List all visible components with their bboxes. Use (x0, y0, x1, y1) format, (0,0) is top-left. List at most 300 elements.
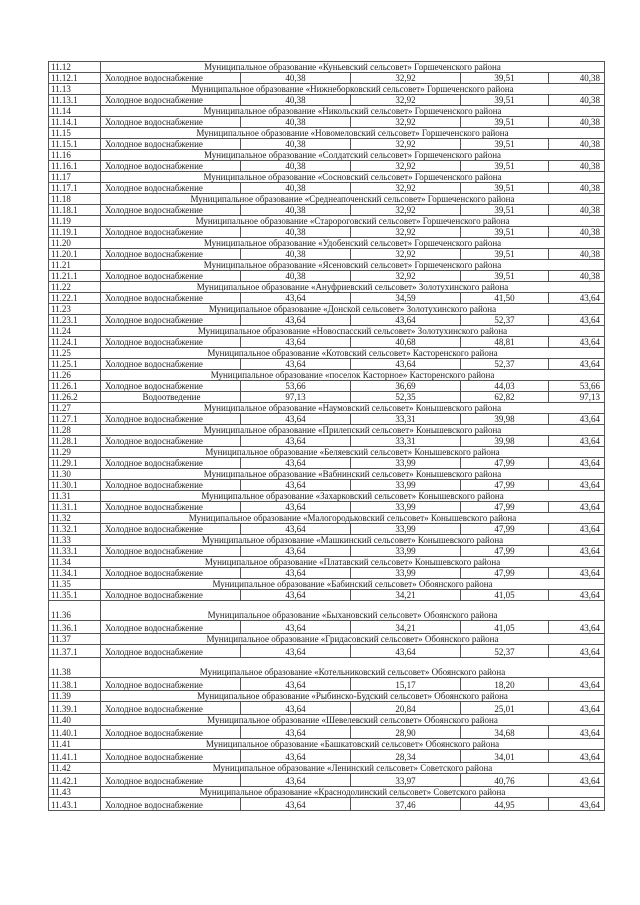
tariff-value-2: 33,31 (351, 414, 461, 425)
row-code: 11.40.1 (49, 726, 101, 739)
section-code: 11.33 (49, 535, 101, 546)
service-name: Холодное водоснабжение (101, 645, 241, 658)
section-title: Муниципальное образование «Наумовский сельсовет» Конышевского района (101, 403, 605, 414)
tariff-value-3: 39,51 (461, 271, 549, 282)
section-code: 11.37 (49, 634, 101, 645)
tariff-value-1: 43,64 (241, 414, 351, 425)
service-name: Холодное водоснабжение (101, 726, 241, 739)
tariff-value-1: 40,38 (241, 227, 351, 238)
section-header-row (49, 715, 605, 726)
tariff-value-4: 43,64 (549, 702, 605, 715)
tariff-value-4: 43,64 (549, 750, 605, 763)
tariff-value-2: 32,92 (351, 271, 461, 282)
row-code: 11.41.1 (49, 750, 101, 763)
tariff-value-3: 52,37 (461, 359, 549, 370)
service-name: Холодное водоснабжение (101, 546, 241, 557)
section-code: 11.43 (49, 787, 101, 798)
tariff-value-2: 32,92 (351, 183, 461, 194)
tariff-row (49, 392, 605, 403)
section-header-row (49, 282, 605, 293)
tariff-value-3: 41,05 (461, 590, 549, 601)
service-name: Холодное водоснабжение (101, 337, 241, 348)
tariff-value-4: 43,64 (549, 458, 605, 469)
tariff-row (49, 750, 605, 763)
tariff-value-2: 33,99 (351, 480, 461, 491)
tariff-value-1: 43,64 (241, 702, 351, 715)
tariff-value-4: 43,64 (549, 678, 605, 691)
tariff-value-2: 33,99 (351, 524, 461, 535)
tariff-value-3: 25,01 (461, 702, 549, 715)
row-code: 11.42.1 (49, 774, 101, 787)
tariff-row (49, 161, 605, 172)
tariff-value-1: 40,38 (241, 271, 351, 282)
section-title: Муниципальное образование «Донской сельсовет» Золотухинского района (101, 304, 605, 315)
service-name: Холодное водоснабжение (101, 524, 241, 535)
section-title: Муниципальное образование «Никольский сельсовет» Горшеченского района (101, 106, 605, 117)
section-code: 11.18 (49, 194, 101, 205)
tariff-value-1: 43,64 (241, 502, 351, 513)
row-code: 11.30.1 (49, 480, 101, 491)
tariff-value-1: 40,38 (241, 183, 351, 194)
tariff-row (49, 381, 605, 392)
section-title: Муниципальное образование «Рыбинско-Будский сельсовет» Обоянского района (101, 691, 605, 702)
row-code: 11.37.1 (49, 645, 101, 658)
section-code: 11.23 (49, 304, 101, 315)
service-name: Холодное водоснабжение (101, 359, 241, 370)
section-title: Муниципальное образование «Бабинский сельсовет» Обоянского района (101, 579, 605, 590)
section-code: 11.25 (49, 348, 101, 359)
tariff-value-4: 43,64 (549, 315, 605, 326)
service-name: Холодное водоснабжение (101, 271, 241, 282)
tariff-value-1: 43,64 (241, 524, 351, 535)
service-name: Холодное водоснабжение (101, 774, 241, 787)
tariff-value-4: 43,64 (549, 590, 605, 601)
service-name: Холодное водоснабжение (101, 621, 241, 634)
tariff-row (49, 774, 605, 787)
tariff-value-2: 34,21 (351, 590, 461, 601)
tariff-value-3: 44,03 (461, 381, 549, 392)
tariff-value-2: 20,84 (351, 702, 461, 715)
section-title: Муниципальное образование «Удобенский сельсовет» Горшеченского района (101, 238, 605, 249)
tariff-value-4: 43,64 (549, 621, 605, 634)
section-title: Муниципальное образование «Беляевский сельсовет» Конышевского района (101, 447, 605, 458)
row-code: 11.29.1 (49, 458, 101, 469)
tariff-value-2: 33,97 (351, 774, 461, 787)
tariff-value-3: 39,51 (461, 205, 549, 216)
tariff-value-4: 43,64 (549, 436, 605, 447)
service-name: Холодное водоснабжение (101, 750, 241, 763)
tariff-value-1: 43,64 (241, 621, 351, 634)
tariff-value-2: 34,59 (351, 293, 461, 304)
tariff-value-3: 47,99 (461, 480, 549, 491)
section-header-row (49, 491, 605, 502)
section-code: 11.20 (49, 238, 101, 249)
tariff-value-1: 43,64 (241, 359, 351, 370)
section-title: Муниципальное образование «Среднеапоченский сельсовет» Горшеченского района (101, 194, 605, 205)
tariff-value-1: 43,64 (241, 315, 351, 326)
tariff-value-3: 39,98 (461, 436, 549, 447)
tariff-value-3: 41,50 (461, 293, 549, 304)
tariff-value-1: 40,38 (241, 139, 351, 150)
tariff-table (48, 61, 605, 811)
section-code: 11.24 (49, 326, 101, 337)
service-name: Холодное водоснабжение (101, 702, 241, 715)
tariff-value-2: 52,35 (351, 392, 461, 403)
service-name: Холодное водоснабжение (101, 480, 241, 491)
section-header-row (49, 348, 605, 359)
tariff-row (49, 546, 605, 557)
section-header-row (49, 84, 605, 95)
tariff-row (49, 798, 605, 811)
row-code: 11.21.1 (49, 271, 101, 282)
service-name: Холодное водоснабжение (101, 205, 241, 216)
tariff-value-1: 43,64 (241, 293, 351, 304)
tariff-value-4: 43,64 (549, 798, 605, 811)
section-title: Муниципальное образование «Платавский сельсовет» Конышевского района (101, 557, 605, 568)
service-name: Холодное водоснабжение (101, 502, 241, 513)
tariff-table-page (48, 61, 604, 811)
section-header-row (49, 150, 605, 161)
section-title: Муниципальное образование «Ануфриевский сельсовет» Золотухинского района (101, 282, 605, 293)
tariff-value-4: 40,38 (549, 73, 605, 84)
tariff-row (49, 568, 605, 579)
tariff-value-3: 48,81 (461, 337, 549, 348)
section-header-row (49, 172, 605, 183)
tariff-value-3: 47,99 (461, 568, 549, 579)
section-code: 11.40 (49, 715, 101, 726)
tariff-row (49, 590, 605, 601)
tariff-value-1: 43,64 (241, 458, 351, 469)
row-code: 11.24.1 (49, 337, 101, 348)
tariff-value-4: 43,64 (549, 502, 605, 513)
section-header-row (49, 238, 605, 249)
section-header-row (49, 787, 605, 798)
tariff-value-2: 15,17 (351, 678, 461, 691)
tariff-value-3: 62,82 (461, 392, 549, 403)
service-name: Холодное водоснабжение (101, 798, 241, 811)
tariff-value-2: 28,90 (351, 726, 461, 739)
tariff-value-1: 97,13 (241, 392, 351, 403)
section-code: 11.27 (49, 403, 101, 414)
tariff-value-3: 47,99 (461, 502, 549, 513)
section-code: 11.36 (49, 601, 101, 621)
section-header-row (49, 304, 605, 315)
section-header-row (49, 658, 605, 678)
tariff-row (49, 458, 605, 469)
tariff-value-3: 34,01 (461, 750, 549, 763)
service-name: Холодное водоснабжение (101, 249, 241, 260)
section-header-row (49, 326, 605, 337)
section-code: 11.39 (49, 691, 101, 702)
section-header-row (49, 739, 605, 750)
service-name: Холодное водоснабжение (101, 161, 241, 172)
service-name: Холодное водоснабжение (101, 436, 241, 447)
tariff-row (49, 249, 605, 260)
row-code: 11.23.1 (49, 315, 101, 326)
section-title: Муниципальное образование «поселок Касторное» Касторенского района (101, 370, 605, 381)
tariff-value-1: 40,38 (241, 205, 351, 216)
row-code: 11.33.1 (49, 546, 101, 557)
tariff-value-1: 43,64 (241, 798, 351, 811)
tariff-value-4: 40,38 (549, 183, 605, 194)
tariff-row (49, 117, 605, 128)
row-code: 11.31.1 (49, 502, 101, 513)
row-code: 11.43.1 (49, 798, 101, 811)
section-code: 11.29 (49, 447, 101, 458)
tariff-value-1: 43,64 (241, 750, 351, 763)
tariff-value-1: 40,38 (241, 117, 351, 128)
tariff-row (49, 702, 605, 715)
row-code: 11.32.1 (49, 524, 101, 535)
service-name: Холодное водоснабжение (101, 568, 241, 579)
tariff-value-3: 34,68 (461, 726, 549, 739)
row-code: 11.13.1 (49, 95, 101, 106)
tariff-value-2: 33,99 (351, 502, 461, 513)
section-title: Муниципальное образование «Захарковский сельсовет» Конышевского района (101, 491, 605, 502)
row-code: 11.26.1 (49, 381, 101, 392)
tariff-value-1: 43,64 (241, 337, 351, 348)
row-code: 11.27.1 (49, 414, 101, 425)
section-header-row (49, 579, 605, 590)
section-code: 11.13 (49, 84, 101, 95)
tariff-value-4: 43,64 (549, 645, 605, 658)
tariff-row (49, 293, 605, 304)
section-title: Муниципальное образование «Шевелевский сельсовет» Обоянского района (101, 715, 605, 726)
tariff-row (49, 139, 605, 150)
tariff-value-2: 32,92 (351, 249, 461, 260)
tariff-value-3: 39,51 (461, 227, 549, 238)
row-code: 11.12.1 (49, 73, 101, 84)
section-header-row (49, 601, 605, 621)
tariff-row (49, 315, 605, 326)
row-code: 11.25.1 (49, 359, 101, 370)
section-header-row (49, 403, 605, 414)
section-code: 11.42 (49, 763, 101, 774)
tariff-value-3: 52,37 (461, 315, 549, 326)
tariff-row (49, 359, 605, 370)
tariff-value-4: 43,64 (549, 546, 605, 557)
section-header-row (49, 62, 605, 73)
section-header-row (49, 425, 605, 436)
section-header-row (49, 557, 605, 568)
tariff-value-3: 39,51 (461, 95, 549, 106)
tariff-value-4: 43,64 (549, 568, 605, 579)
service-name: Холодное водоснабжение (101, 139, 241, 150)
section-title: Муниципальное образование «Солдатский сельсовет» Горшеченского района (101, 150, 605, 161)
tariff-value-1: 43,64 (241, 546, 351, 557)
tariff-value-1: 40,38 (241, 161, 351, 172)
tariff-value-2: 33,99 (351, 568, 461, 579)
section-title: Муниципальное образование «Гридасовский сельсовет» Обоянского района (101, 634, 605, 645)
row-code: 11.15.1 (49, 139, 101, 150)
tariff-row (49, 645, 605, 658)
tariff-value-4: 43,64 (549, 293, 605, 304)
service-name: Холодное водоснабжение (101, 315, 241, 326)
section-title: Муниципальное образование «Машкинский сельсовет» Конышевского района (101, 535, 605, 546)
section-code: 11.17 (49, 172, 101, 183)
section-title: Муниципальное образование «Ленинский сельсовет» Советского района (101, 763, 605, 774)
tariff-value-2: 32,92 (351, 95, 461, 106)
service-name: Холодное водоснабжение (101, 293, 241, 304)
tariff-value-3: 39,51 (461, 139, 549, 150)
service-name: Холодное водоснабжение (101, 73, 241, 84)
service-name: Водоотведение (101, 392, 241, 403)
section-header-row (49, 447, 605, 458)
service-name: Холодное водоснабжение (101, 183, 241, 194)
tariff-row (49, 414, 605, 425)
section-code: 11.14 (49, 106, 101, 117)
tariff-row (49, 337, 605, 348)
row-code: 11.38.1 (49, 678, 101, 691)
section-title: Муниципальное образование «Малогородьковский сельсовет» Конышевского района (101, 513, 605, 524)
row-code: 11.22.1 (49, 293, 101, 304)
tariff-value-3: 39,51 (461, 183, 549, 194)
tariff-row (49, 436, 605, 447)
service-name: Холодное водоснабжение (101, 590, 241, 601)
tariff-row (49, 183, 605, 194)
tariff-value-4: 43,64 (549, 726, 605, 739)
section-code: 11.21 (49, 260, 101, 271)
section-code: 11.30 (49, 469, 101, 480)
section-code: 11.22 (49, 282, 101, 293)
section-title: Муниципальное образование «Куньевский сельсовет» Горшеченского района (101, 62, 605, 73)
section-header-row (49, 216, 605, 227)
tariff-value-1: 43,64 (241, 774, 351, 787)
section-code: 11.28 (49, 425, 101, 436)
tariff-row (49, 678, 605, 691)
row-code: 11.20.1 (49, 249, 101, 260)
service-name: Холодное водоснабжение (101, 227, 241, 238)
tariff-value-1: 43,64 (241, 436, 351, 447)
tariff-value-2: 28,34 (351, 750, 461, 763)
tariff-value-1: 53,66 (241, 381, 351, 392)
tariff-value-3: 41,05 (461, 621, 549, 634)
tariff-value-2: 43,64 (351, 359, 461, 370)
section-header-row (49, 513, 605, 524)
section-header-row (49, 370, 605, 381)
row-code: 11.17.1 (49, 183, 101, 194)
tariff-value-4: 40,38 (549, 249, 605, 260)
section-header-row (49, 128, 605, 139)
tariff-value-2: 33,99 (351, 546, 461, 557)
tariff-row (49, 726, 605, 739)
section-code: 11.32 (49, 513, 101, 524)
service-name: Холодное водоснабжение (101, 95, 241, 106)
section-title: Муниципальное образование «Новомеловский сельсовет» Горшеченского района (101, 128, 605, 139)
tariff-value-4: 43,64 (549, 524, 605, 535)
section-header-row (49, 106, 605, 117)
row-code: 11.35.1 (49, 590, 101, 601)
section-header-row (49, 763, 605, 774)
row-code: 11.19.1 (49, 227, 101, 238)
tariff-value-1: 43,64 (241, 590, 351, 601)
service-name: Холодное водоснабжение (101, 381, 241, 392)
section-code: 11.12 (49, 62, 101, 73)
section-title: Муниципальное образование «Краснодолинский сельсовет» Советского района (101, 787, 605, 798)
section-title: Муниципальное образование «Котовский сельсовет» Касторенского района (101, 348, 605, 359)
section-title: Муниципальное образование «Прилепский сельсовет» Конышевского района (101, 425, 605, 436)
section-code: 11.26 (49, 370, 101, 381)
tariff-value-4: 43,64 (549, 774, 605, 787)
tariff-value-3: 39,51 (461, 73, 549, 84)
section-title: Муниципальное образование «Новоспасский сельсовет» Золотухинского района (101, 326, 605, 337)
section-title: Муниципальное образование «Нижнеборковский сельсовет» Горшеченского района (101, 84, 605, 95)
tariff-value-1: 43,64 (241, 568, 351, 579)
row-code: 11.39.1 (49, 702, 101, 715)
tariff-row (49, 73, 605, 84)
service-name: Холодное водоснабжение (101, 678, 241, 691)
tariff-row (49, 480, 605, 491)
section-title: Муниципальное образование «Старороговский сельсовет» Горшеченского района (101, 216, 605, 227)
tariff-value-1: 40,38 (241, 73, 351, 84)
tariff-value-1: 40,38 (241, 95, 351, 106)
tariff-value-4: 53,66 (549, 381, 605, 392)
tariff-row (49, 95, 605, 106)
section-header-row (49, 469, 605, 480)
section-code: 11.35 (49, 579, 101, 590)
tariff-value-2: 32,92 (351, 161, 461, 172)
section-title: Муниципальное образование «Котельниковский сельсовет» Обоянского района (101, 658, 605, 678)
tariff-value-3: 39,51 (461, 249, 549, 260)
tariff-value-3: 47,99 (461, 458, 549, 469)
tariff-value-2: 43,64 (351, 645, 461, 658)
section-title: Муниципальное образование «Башкатовский сельсовет» Обоянского района (101, 739, 605, 750)
tariff-value-4: 43,64 (549, 337, 605, 348)
tariff-value-3: 44,95 (461, 798, 549, 811)
tariff-value-3: 39,51 (461, 117, 549, 128)
tariff-row (49, 621, 605, 634)
row-code: 11.14.1 (49, 117, 101, 128)
tariff-value-4: 40,38 (549, 227, 605, 238)
service-name: Холодное водоснабжение (101, 414, 241, 425)
tariff-value-3: 40,76 (461, 774, 549, 787)
tariff-value-4: 40,38 (549, 139, 605, 150)
tariff-value-4: 40,38 (549, 205, 605, 216)
tariff-value-3: 47,99 (461, 524, 549, 535)
section-code: 11.16 (49, 150, 101, 161)
tariff-value-2: 37,46 (351, 798, 461, 811)
tariff-value-2: 33,31 (351, 436, 461, 447)
section-header-row (49, 535, 605, 546)
tariff-value-2: 32,92 (351, 227, 461, 238)
tariff-value-2: 36,69 (351, 381, 461, 392)
tariff-value-4: 43,64 (549, 359, 605, 370)
tariff-value-1: 43,64 (241, 645, 351, 658)
tariff-value-2: 34,21 (351, 621, 461, 634)
tariff-value-4: 97,13 (549, 392, 605, 403)
section-title: Муниципальное образование «Вабнинский сельсовет» Конышевского района (101, 469, 605, 480)
tariff-row (49, 502, 605, 513)
row-code: 11.16.1 (49, 161, 101, 172)
tariff-value-4: 40,38 (549, 271, 605, 282)
tariff-value-2: 32,92 (351, 205, 461, 216)
tariff-value-4: 40,38 (549, 117, 605, 128)
row-code: 11.36.1 (49, 621, 101, 634)
section-code: 11.19 (49, 216, 101, 227)
tariff-value-4: 43,64 (549, 414, 605, 425)
tariff-value-2: 40,68 (351, 337, 461, 348)
tariff-value-1: 40,38 (241, 249, 351, 260)
section-code: 11.34 (49, 557, 101, 568)
tariff-row (49, 524, 605, 535)
section-header-row (49, 691, 605, 702)
row-code: 11.18.1 (49, 205, 101, 216)
service-name: Холодное водоснабжение (101, 117, 241, 128)
tariff-value-3: 39,98 (461, 414, 549, 425)
tariff-value-3: 52,37 (461, 645, 549, 658)
section-header-row (49, 194, 605, 205)
tariff-value-4: 40,38 (549, 161, 605, 172)
